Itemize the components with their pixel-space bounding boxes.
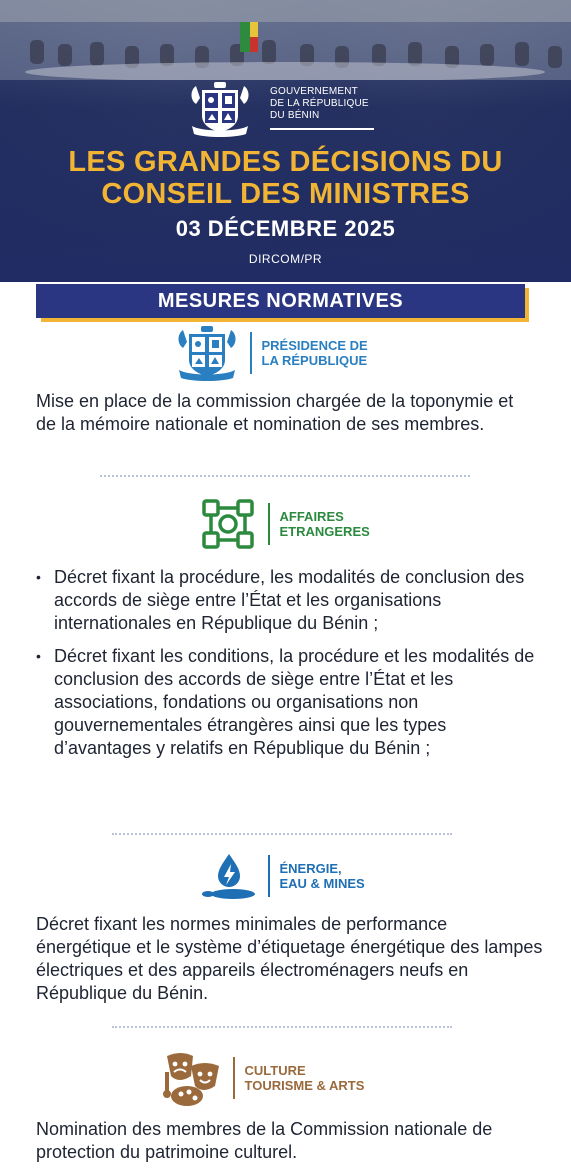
ministry-name-line-1: AFFAIRES: [279, 509, 344, 524]
source-label: DIRCOM/PR: [248, 252, 323, 266]
decision-text: Nomination des membres de la Commission nationale de protection du patrimoine culturel.: [36, 1119, 493, 1162]
ministry-header-culture: [163, 1048, 364, 1108]
gov-underline: [270, 128, 374, 130]
government-label: [270, 86, 369, 122]
divider: [112, 833, 452, 835]
logo-separator: [233, 1057, 235, 1099]
divider: [112, 1026, 452, 1028]
section-banner: MESURES NORMATIVES: [36, 284, 525, 318]
gov-line-1: GOUVERNEMENT: [270, 86, 358, 97]
decision-list: [36, 566, 536, 770]
gov-line-3: DU BÉNIN: [270, 110, 320, 121]
meeting-date: 03 DÉCEMBRE 2025: [175, 216, 396, 241]
title-line-2: CONSEIL DES MINISTRES: [101, 178, 470, 210]
ministry-name-line-2: EAU & MINES: [279, 876, 365, 891]
decision-text: Décret fixant les normes minimales de performance énergétique et le système d’étiquetage énergétique des lampes électriques et des appareils électroménagers neufs en République du Bénin.: [36, 914, 543, 1003]
ministry-name-line-1: PRÉSIDENCE DE: [261, 338, 368, 353]
ministry-name-line-1: CULTURE: [244, 1063, 306, 1078]
list-item: • Décret fixant la procédure, les modalités de conclusion des accords de siège entre l’État et les organisations internationales en République du Bénin ;: [36, 566, 536, 635]
ministry-name: [262, 338, 368, 368]
theatre-masks-palette-icon: [163, 1048, 223, 1108]
joined-hands-icon: [198, 495, 258, 553]
logo-separator: [250, 332, 252, 374]
gov-line-2: DE LA RÉPUBLIQUE: [270, 98, 369, 109]
ministry-header-presidence: [174, 324, 368, 382]
council-room-photo: [0, 0, 571, 80]
ministry-name-line-1: ÉNERGIE,: [279, 861, 342, 876]
header-banner: [0, 0, 571, 282]
title-line-1: LES GRANDES DÉCISIONS DU: [68, 146, 503, 178]
benin-coat-of-arms-icon: [188, 80, 252, 138]
ministry-name-line-2: TOURISME & ARTS: [244, 1078, 365, 1093]
benin-coat-of-arms-icon: [174, 324, 240, 382]
ministry-name: [280, 509, 370, 539]
ministry-name: [280, 861, 365, 891]
page-title: [0, 146, 571, 210]
ministry-name: [245, 1063, 365, 1093]
logo-separator: [268, 855, 270, 897]
logo-separator: [268, 503, 270, 545]
decision-text: Mise en place de la commission chargée de la toponymie et de la mémoire nationale et nomination de ses membres.: [36, 391, 514, 434]
divider: [100, 475, 470, 477]
ministry-header-affaires-etrangeres: [198, 495, 370, 553]
energy-water-drop-icon: [200, 852, 258, 900]
ministry-header-energie: [200, 852, 365, 900]
ministry-name-line-2: ETRANGERES: [279, 524, 370, 539]
ministry-name-line-2: LA RÉPUBLIQUE: [261, 353, 368, 368]
list-item: • Décret fixant les conditions, la procédure et les modalités de conclusion des accords de siège entre l’État et les associations, fondations ou organisations non gouvernementales étrangères ainsi que les types d’avantages y relatifs en République du Bénin ;: [36, 645, 536, 760]
